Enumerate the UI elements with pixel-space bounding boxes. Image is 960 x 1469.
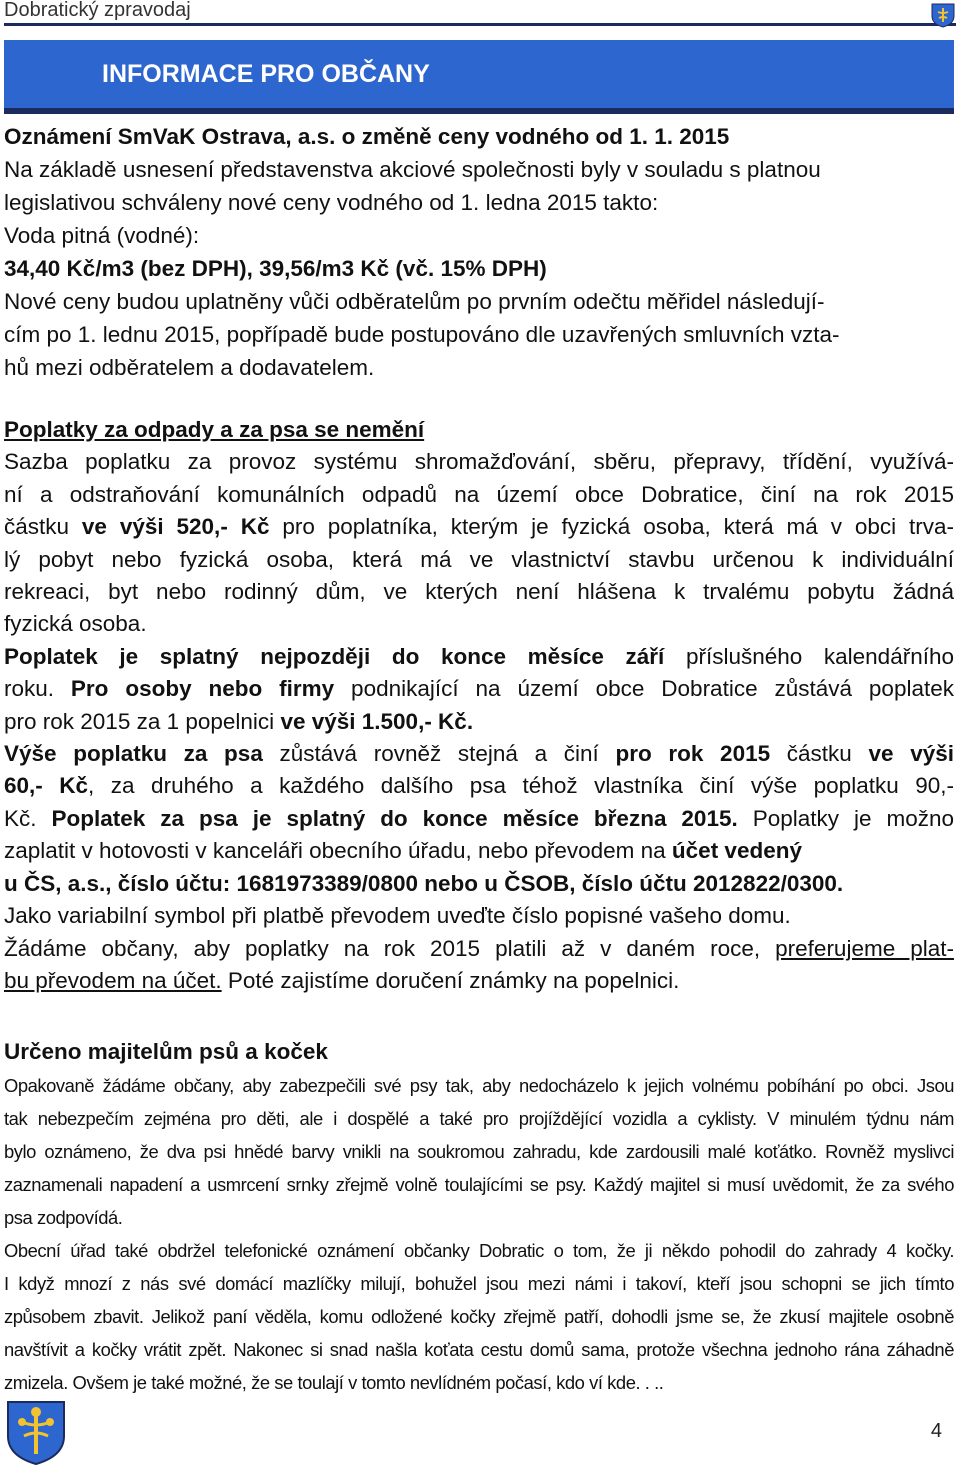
water-price-notice xyxy=(4,120,954,384)
header-rule xyxy=(4,23,956,26)
fees-line: bu převodem na účet. Poté zajistíme doručení známky na popelnici. xyxy=(4,967,680,993)
pets-body xyxy=(4,1069,954,1399)
water-price-line: 34,40 Kč/m3 (bez DPH), 39,56/m3 Kč (vč. 15% DPH) xyxy=(4,256,547,281)
fees-line: Výše poplatku za psa zůstává rovněž stejná a činí pro rok 2015 částku ve výši xyxy=(4,741,954,767)
page-header xyxy=(4,0,956,30)
fees-line: Žádáme občany, aby poplatky na rok 2015 platili až v daném roce, preferujeme plat- xyxy=(4,935,954,961)
water-text-line: Voda pitná (vodné): xyxy=(4,223,200,248)
section-banner xyxy=(4,40,954,114)
fees-line: fyzická osoba. xyxy=(4,611,147,637)
water-text-line: legislativou schváleny nové ceny vodného od 1. ledna 2015 takto: xyxy=(4,190,659,215)
pets-line: navštívit a kočky vrátit zpět. Nakonec si snad našla koťata cestu domů sama, protože všechna jednoho rána záhadně xyxy=(4,1339,954,1360)
pets-line: I když mnozí z nás své domácí mazlíčky milují, bohužel jsou mezi námi i takoví, kteří jsou schopni se jich tímto xyxy=(4,1273,954,1294)
pets-line: Obecní úřad také obdržel telefonické oznámení občanky Dobratic o tom, že ji někdo pohodil do zahrady 4 kočky. xyxy=(4,1240,954,1261)
pets-line: způsobem zbavit. Jelikož paní věděla, komu odložené kočky zřejmě patří, dohodli jsme se, že zkusí majitele osobně xyxy=(4,1306,954,1327)
pets-line: Opakovaně žádáme občany, aby zabezpečili své psy tak, aby nedocházelo k jejich volnému pobíhání po obci. Jsou xyxy=(4,1075,954,1096)
pets-line: zmizela. Ovšem je také možné, že se toulají v tomto nevlídném počasí, kdo ví kde. . .. xyxy=(4,1372,664,1393)
fees-line: 60,- Kč, za druhého a každého dalšího psa téhož vlastníka činí výše poplatku 90,- xyxy=(4,773,954,799)
fees-line: Jako variabilní symbol při platbě převodem uveďte číslo popisné vašeho domu. xyxy=(4,903,791,929)
water-text-line: cím po 1. lednu 2015, popřípadě bude postupováno dle uzavřených smluvních vzta- xyxy=(4,322,840,347)
fees-heading: Poplatky za odpady a za psa se nemění xyxy=(4,417,425,442)
pets-line: psa zodpovídá. xyxy=(4,1207,123,1228)
bank-account-line: u ČS, a.s., číslo účtu: 1681973389/0800 nebo u ČSOB, číslo účtu 2012822/0300. xyxy=(4,870,844,896)
pet-owners-notice xyxy=(4,1035,954,1399)
fees-line: Sazba poplatku za provoz systému shromažďování, sběru, přepravy, třídění, využívá- xyxy=(4,449,954,475)
water-heading: Oznámení SmVaK Ostrava, a.s. o změně ceny vodného od 1. 1. 2015 xyxy=(4,124,730,149)
village-coat-of-arms-icon xyxy=(6,1400,66,1466)
fees-line: Kč. Poplatek za psa je splatný do konce měsíce března 2015. Poplatky je možno xyxy=(4,805,954,831)
fees-line: rekreaci, byt nebo rodinný dům, ve kterých není hlášena k trvalému pobytu žádná xyxy=(4,579,954,605)
fees-line: lý pobyt nebo fyzická osoba, která má ve vlastnictví stavbu určenou k individuální xyxy=(4,546,954,572)
pets-line: tak nebezpečím zejména pro děti, ale i dospělé a také pro projíždějící vozidla a cyklisty. V minulém týdnu nám xyxy=(4,1108,954,1129)
pets-heading: Určeno majitelům psů a koček xyxy=(4,1039,328,1064)
page-number: 4 xyxy=(930,1420,942,1442)
water-text-line: Nové ceny budou uplatněny vůči odběratelům po prvním odečtu měřidel následují- xyxy=(4,289,825,314)
fees-line: zaplatit v hotovosti v kanceláři obecního úřadu, nebo převodem na účet vedený xyxy=(4,838,802,864)
fees-line: roku. Pro osoby nebo firmy podnikající na území obce Dobratice zůstává poplatek xyxy=(4,676,954,702)
pets-line: bylo oznámeno, že dva psi hnědé barvy vnikli na soukromou zahradu, kde zardousili malé koťátko. Rovněž myslivci xyxy=(4,1141,954,1162)
fees-line: ní a odstraňování komunálních odpadů na území obce Dobratice, činí na rok 2015 xyxy=(4,481,954,507)
publication-title: Dobratický zpravodaj xyxy=(4,0,191,21)
fees-line: částku ve výši 520,- Kč pro poplatníka, kterým je fyzická osoba, která má v obci trva- xyxy=(4,514,955,540)
village-emblem-icon xyxy=(930,2,956,28)
pets-line: zaznamenali napadení a usmrcení srnky zřejmě volně toulajícími se psy. Každý majitel si musí uvědomit, že za svého xyxy=(4,1174,954,1195)
banner-title: INFORMACE PRO OBČANY xyxy=(102,60,430,88)
water-text-line: Na základě usnesení představenstva akciové společnosti byly v souladu s platnou xyxy=(4,157,821,182)
waste-dog-fees xyxy=(4,414,954,997)
fees-line: Poplatek je splatný nejpozději do konce měsíce září příslušného kalendářního xyxy=(4,643,954,669)
water-text-line: hů mezi odběratelem a dodavatelem. xyxy=(4,355,375,380)
fees-line: pro rok 2015 za 1 popelnici ve výši 1.500,- Kč. xyxy=(4,708,474,734)
